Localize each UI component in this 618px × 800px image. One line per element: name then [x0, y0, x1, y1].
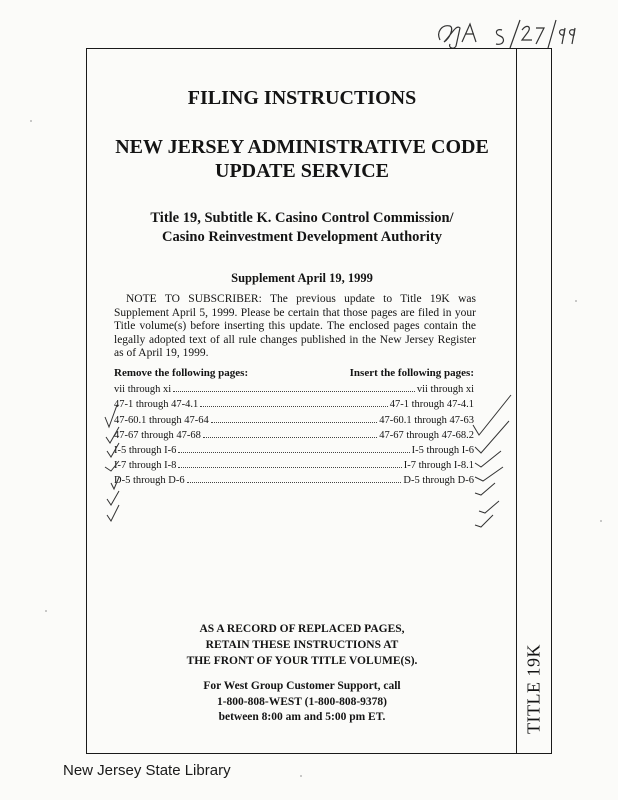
record-line: RETAIN THESE INSTRUCTIONS AT — [205, 639, 399, 651]
support-line: For West Group Customer Support, call — [203, 680, 401, 692]
library-stamp: New Jersey State Library — [63, 762, 231, 779]
title-tab — [516, 49, 551, 753]
code-title-line: UPDATE SERVICE — [215, 160, 389, 182]
insert-pages: 47-60.1 through 47-63 — [379, 414, 474, 426]
title-subtitle — [87, 209, 517, 247]
subscriber-note: NOTE TO SUBSCRIBER: The previous update to Title 19K was Supplement April 5, 1999. Please be certain that those pages are filed in your Title volume(s) before inserting this update. The enclosed pages contain the legally adopted text of all rule changes published in the New Jersey Register as of April 19, 1999. — [114, 293, 476, 359]
record-line: AS A RECORD OF REPLACED PAGES, — [199, 623, 405, 635]
dot-leader — [203, 436, 377, 438]
scan-speck — [30, 120, 32, 122]
document-frame — [86, 48, 552, 754]
remove-header: Remove the following pages: — [114, 367, 249, 379]
remove-pages: I-7 through I-8 — [114, 460, 177, 472]
insert-pages: 47-1 through 47-4.1 — [389, 399, 474, 411]
record-line: THE FRONT OF YOUR TITLE VOLUME(S). — [186, 655, 418, 667]
support-hours: between 8:00 am and 5:00 pm ET. — [218, 711, 386, 723]
support-phone: 1-800-808-WEST (1-800-808-9378) — [216, 695, 388, 708]
table-row — [114, 456, 474, 471]
remove-pages: vii through xi — [114, 384, 172, 396]
title-line: Title 19, Subtitle K. Casino Control Commission/ — [150, 210, 454, 226]
scan-speck — [600, 520, 602, 522]
remove-pages: D-5 through D-6 — [114, 475, 185, 487]
remove-pages: 47-1 through 47-4.1 — [114, 399, 199, 411]
pages-table-header — [114, 367, 474, 379]
remove-pages: 47-60.1 through 47-64 — [114, 414, 209, 426]
pages-table — [114, 380, 474, 486]
table-row — [114, 426, 474, 441]
remove-pages: I-5 through I-6 — [114, 444, 177, 456]
handwritten-ticks-left — [103, 365, 125, 537]
table-row — [114, 441, 474, 456]
code-title — [87, 135, 517, 183]
table-row — [114, 395, 474, 410]
code-title-line: NEW JERSEY ADMINISTRATIVE CODE — [115, 136, 489, 158]
remove-pages: 47-67 through 47-68 — [114, 429, 201, 441]
scan-speck — [575, 300, 577, 302]
dot-leader — [178, 466, 401, 468]
table-row — [114, 380, 474, 395]
insert-pages: I-5 through I-6 — [411, 444, 474, 456]
insert-header: Insert the following pages: — [349, 367, 474, 379]
scan-speck — [300, 775, 302, 777]
title-tab-label: TITLE 19K — [523, 644, 544, 734]
page-heading: FILING INSTRUCTIONS — [187, 87, 417, 109]
dot-leader — [173, 390, 415, 392]
dot-leader — [187, 481, 402, 483]
insert-pages: I-7 through I-8.1 — [403, 460, 474, 472]
dot-leader — [211, 421, 377, 423]
insert-pages: vii through xi — [416, 384, 474, 396]
record-notice — [87, 621, 517, 669]
supplement-date: Supplement April 19, 1999 — [231, 271, 373, 285]
handwritten-initials-date — [432, 14, 582, 52]
title-line: Casino Reinvestment Development Authority — [162, 229, 442, 245]
scan-speck — [45, 610, 47, 612]
customer-support — [87, 679, 517, 726]
table-row — [114, 410, 474, 425]
table-row — [114, 471, 474, 486]
insert-pages: D-5 through D-6 — [403, 475, 474, 487]
dot-leader — [200, 405, 387, 407]
insert-pages: 47-67 through 47-68.2 — [379, 429, 474, 441]
dot-leader — [178, 451, 409, 453]
handwritten-checks-right — [471, 365, 517, 537]
